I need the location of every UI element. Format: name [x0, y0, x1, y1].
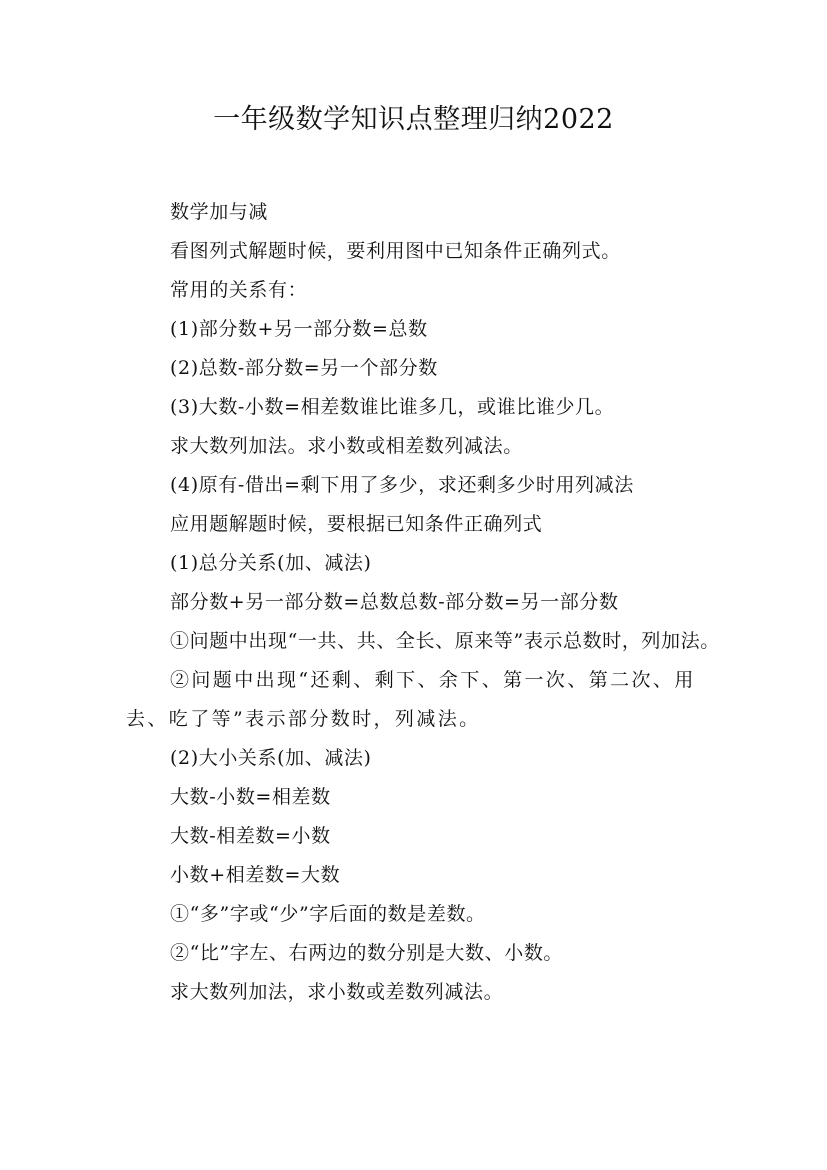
paragraph: ①问题中出现“一共、共、全长、原来等”表示总数时，列加法。	[170, 630, 720, 652]
paragraph: (2)大小关系(加、减法)	[170, 747, 372, 769]
paragraph: 部分数+另一部分数=总数总数-部分数=另一部分数	[170, 591, 619, 613]
document-title: 一年级数学知识点整理归纳2022	[213, 104, 614, 135]
document-body	[126, 193, 726, 1012]
paragraph: 常用的关系有：	[170, 279, 308, 301]
paragraph: 求大数列加法。求小数或相差数列减法。	[170, 435, 523, 457]
paragraph: ②问题中出现“还剩、剩下、余下、第一次、第二次、用去、吃了等”表示部分数时，列减法。	[126, 669, 696, 730]
paragraph: ①“多”字或“少”字后面的数是差数。	[170, 903, 486, 925]
paragraph: ②“比”字左、右两边的数分别是大数、小数。	[170, 942, 564, 964]
paragraph: 数学加与减	[170, 201, 269, 223]
paragraph: (4)原有-借出=剩下用了多少，求还剩多少时用列减法	[170, 474, 634, 496]
paragraph: 大数-小数=相差数	[170, 786, 331, 808]
paragraph: (1)总分关系(加、减法)	[170, 552, 372, 574]
paragraph: (2)总数-部分数=另一个部分数	[170, 357, 438, 379]
paragraph: 小数+相差数=大数	[170, 864, 341, 886]
paragraph: (1)部分数+另一部分数=总数	[170, 318, 428, 340]
paragraph: 看图列式解题时候，要利用图中已知条件正确列式。	[170, 240, 621, 262]
paragraph: 应用题解题时候，要根据已知条件正确列式	[170, 513, 543, 535]
paragraph: 大数-相差数=小数	[170, 825, 331, 847]
paragraph: 求大数列加法，求小数或差数列减法。	[170, 981, 504, 1003]
paragraph: (3)大数-小数=相差数谁比谁多几，或谁比谁少几。	[170, 396, 615, 418]
